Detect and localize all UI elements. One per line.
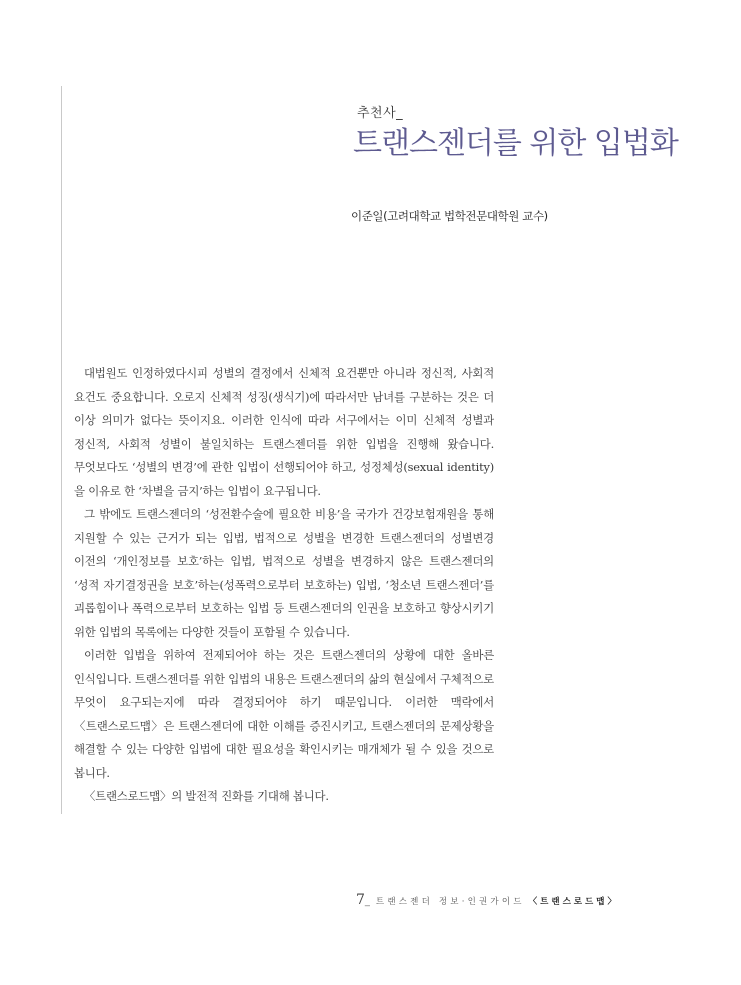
page-footer bbox=[356, 889, 619, 908]
publication-brand: 〈트랜스로드맵〉 bbox=[528, 897, 619, 907]
author-byline: 이준일(고려대학교 법학전문대학원 교수) bbox=[351, 209, 548, 223]
margin-rule bbox=[61, 86, 62, 814]
paragraph-1: 대법원도 인정하였다시피 성별의 결정에서 신체적 요건뿐만 아니라 정신적, 사회적 요건도 중요합니다. 오로지 신체적 성징(생식기)에 따라서만 남녀를 구분하는 것은 더 이상 의미가 없다는 뜻이지요. 이러한 인식에 따라 서구에서는 이미 신체적 성별과 정신적, 사회적 성별이 불일치하는 트랜스젠더를 위한 입법을 진행해 왔습니다. 무엇보다도 ‘성별의 변경’에 관한 입법이 선행되어야 하고, 성정체성(sexual identity)을 이유로 한 ‘차별을 금지’하는 입법이 요구됩니다. bbox=[74, 366, 494, 498]
page-title: 트랜스젠더를 위한 입법화 bbox=[353, 126, 678, 161]
publication-name: 트랜스젠더 정보·인권가이드 bbox=[375, 897, 525, 907]
paragraph-4: 〈트랜스로드맵〉의 발전적 진화를 기대해 봅니다. bbox=[84, 789, 329, 803]
paragraph-2: 그 밖에도 트랜스젠더의 ‘성전환수술에 필요한 비용’을 국가가 건강보험재원을 통해 지원할 수 있는 근거가 되는 입법, 법적으로 성별을 변경한 트랜스젠더의 성별변경 이전의 ‘개인정보를 보호’하는 입법, 법적으로 성별을 변경하지 않은 트랜스젠더의 ‘성적 자기결정권을 보호’하는(성폭력으로부터 보호하는) 입법, ‘청소년 트랜스젠더’를 괴롭힘이나 폭력으로부터 보호하는 입법 등 트랜스젠더의 인권을 보호하고 향상시키기 위한 입법의 목록에는 다양한 것들이 포함될 수 있습니다. bbox=[74, 507, 494, 639]
page-number-separator: _ bbox=[364, 896, 370, 907]
article-body bbox=[74, 362, 494, 809]
section-kicker: 추천사_ bbox=[357, 106, 404, 121]
page-number: 7 bbox=[356, 892, 365, 908]
paragraph-3: 이러한 입법을 위하여 전제되어야 하는 것은 트랜스젠더의 상황에 대한 올바른 인식입니다. 트랜스젠더를 위한 입법의 내용은 트랜스젠더의 삶의 현실에서 구체적으로 무엇이 요구되는지에 따라 결정되어야 하기 때문입니다. 이러한 맥락에서 〈트랜스로드맵〉은 트랜스젠더에 대한 이해를 증진시키고, 트랜스젠더의 문제상황을 해결할 수 있는 다양한 입법에 대한 필요성을 확인시키는 매개체가 될 수 있을 것으로 봅니다. bbox=[74, 648, 494, 780]
